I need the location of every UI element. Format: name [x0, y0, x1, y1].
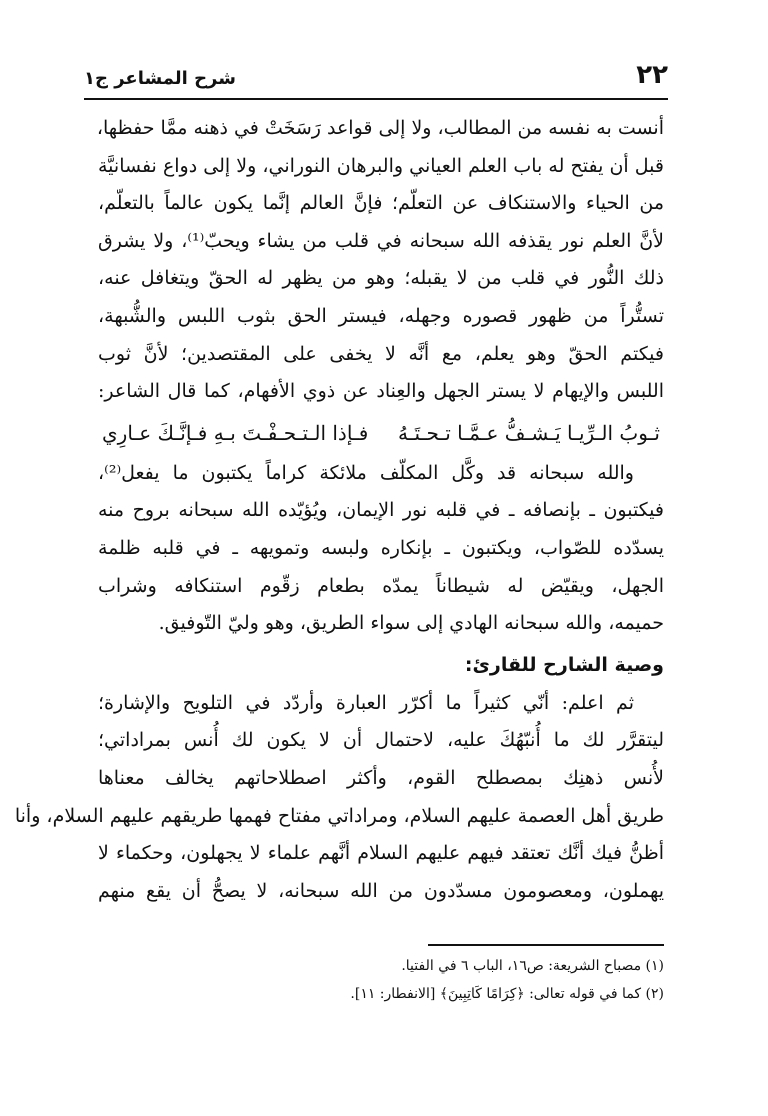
poetry-verse [98, 411, 664, 455]
text-line: الجهل، ويقيّض له شيطاناً يمدّه بطعام زقّوم استنكافه وشراب [98, 574, 664, 597]
paragraph-3 [14, 685, 664, 911]
verse-second-hemistich: فـإذا الـتـحـفْـتَ بـهِ فـإنَّـكَ عـارِي [102, 420, 369, 445]
running-title: شرح المشاعر ج١ [84, 68, 236, 89]
verse-first-hemistich: ثـوبُ الـرِّيـا يَـشـفُّ عـمَّـا تـحـتَـهُ [397, 420, 660, 445]
text-line: لأنَّ العلم نور يقذفه الله سبحانه في قلب من يشاء ويحبّ⁽¹⁾، ولا يشرق [98, 229, 664, 252]
footnote-2: (٢) كما في قوله تعالى: ﴿كِرَامًا كَاتِبِينَ﴾ [الانفطار: ١١]. [350, 986, 664, 1002]
text-line: يسدّده للصّواب، ويكتبون ـ بإنكاره ولبسه وتمويهه ـ في قلبه ظلمة [98, 536, 664, 559]
text-line: ذلك النُّور في قلب من لا يقبله؛ وهو من يظهر له الحقّ ويتغافل عنه، [98, 267, 664, 290]
text-line: تستُّراً من ظهور قصوره وجهله، فيستر الحق بثوب اللبس والشُّبهة، [98, 304, 664, 327]
text-line: والله سبحانه قد وكَّل المكلّف ملائكة كراماً يكتبون ما يفعل⁽²⁾، [98, 461, 634, 484]
text-line: ثم اعلم: أنّي كثيراً ما أكرّر العبارة وأردّد في التلويح والإشارة؛ [98, 691, 634, 714]
page-header [84, 58, 668, 100]
text-line: يهملون، ومعصومون مسدّدون من الله سبحانه، لا يصحُّ أن يقع منهم [98, 879, 664, 902]
page-number: ٢٢ [636, 60, 668, 90]
text-line: أنست به نفسه من المطالب، ولا إلى قواعد رَسَخَتْ في ذهنه ممَّا حفظها، [96, 117, 664, 139]
footnote-separator [428, 944, 664, 946]
text-line: أظنُّ فيك أنَّك تعتقد فيهم عليهم السلام أنَّهم علماء لا يجهلون، وحكماء لا [98, 842, 664, 865]
text-line: ليتقرَّر لك ما أُنبّهُكَ عليه، لاحتمال أن لا يكون لك أُنس بمراداتي؛ [98, 729, 664, 752]
text-line: فيكتم الحقّ وهو يعلم، مع أنَّه لا يخفى على المقتصدين؛ لأنَّ ثوب [98, 342, 664, 365]
text-line: حميمه، والله سبحانه الهادي إلى سواء الطريق، وهو وليّ التّوفيق. [158, 612, 664, 635]
text-line: لأُنس ذهنِك بمصطلح القوم، وأكثر اصطلاحاتهم يخالف معناها [98, 766, 664, 789]
paragraph-1 [98, 110, 664, 411]
section-heading: وصية الشارح للقارئ: [464, 653, 664, 676]
paragraph-2 [98, 455, 664, 643]
footnotes [98, 952, 664, 1008]
text-line: من الحياء والاستنكاف عن التعلّم؛ فإنَّ العالم إنَّما يكون عالماً بالتعلّم، [98, 192, 664, 215]
main-text [14, 110, 664, 910]
text-line: اللبس والإيهام لا يستر الجهل والعِناد عن ذوي الأفهام، كما قال الشاعر: [98, 380, 664, 403]
footnote-1: (١) مصباح الشريعة: ص١٦، الباب ٦ في الفتيا. [401, 958, 664, 974]
text-line: طريق أهل العصمة عليهم السلام، ومراداتي مفتاح فهمها طريقهم عليهم السلام، وأنا [14, 804, 664, 827]
text-line: فيكتبون ـ بإنصافه ـ في قلبه نور الإيمان، ويُؤيّده الله سبحانه بروح منه [98, 499, 664, 522]
text-line: قبل أن يفتح له باب العلم العياني والبرهان النوراني، ولا إلى دواع نفسانيَّة [98, 154, 664, 177]
